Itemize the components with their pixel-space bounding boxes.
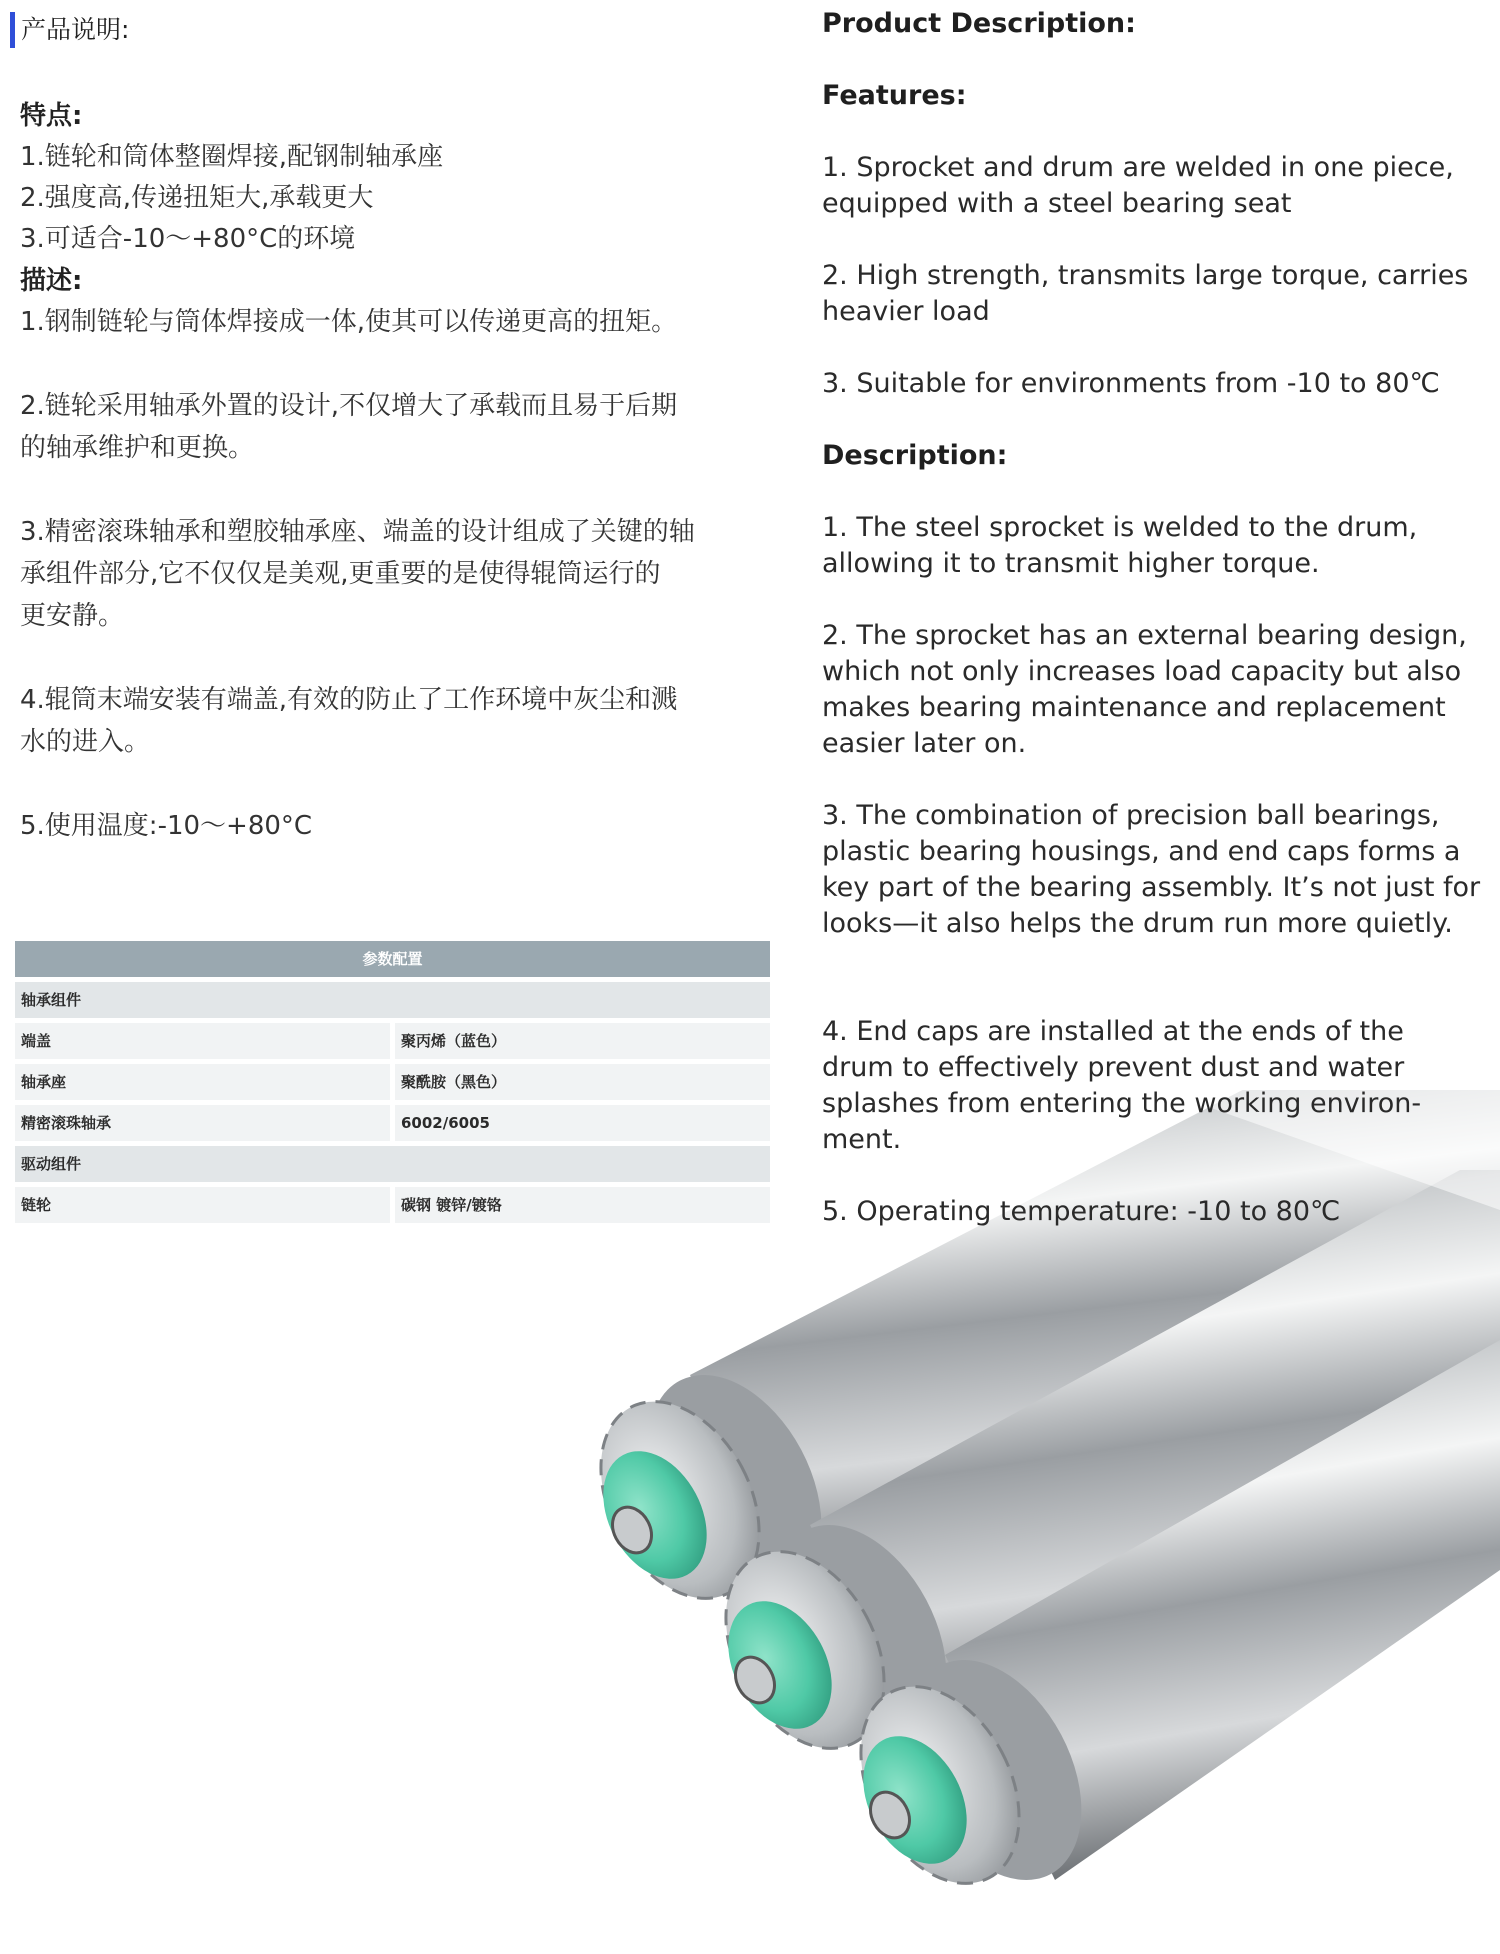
cn-description-line: 3.精密滚珠轴承和塑胶轴承座、端盖的设计组成了关键的轴 bbox=[20, 517, 695, 547]
spec-group-label: 轴承组件 bbox=[15, 982, 770, 1018]
cn-description-line: 水的进入。 bbox=[20, 727, 151, 757]
en-page-title: Product Description: bbox=[822, 8, 1136, 39]
en-description-item: 2. The sprocket has an external bearing design, which not only increases load capacity but also makes bearing maintenance and replacement easier later on. bbox=[822, 620, 1467, 759]
cn-description-line: 更安静。 bbox=[20, 601, 125, 631]
table-row bbox=[15, 982, 770, 1018]
cn-page-title: 产品说明: bbox=[10, 12, 129, 48]
cn-feature-item: 3.可适合-10～+80°C的环境 bbox=[20, 224, 356, 254]
spec-key: 精密滚珠轴承 bbox=[15, 1105, 390, 1141]
cn-description-line: 2.链轮采用轴承外置的设计,不仅增大了承载而且易于后期 bbox=[20, 391, 678, 421]
en-description-item: 1. The steel sprocket is welded to the drum, allowing it to transmit higher torque. bbox=[822, 512, 1418, 579]
cn-feature-item: 2.强度高,传递扭矩大,承载更大 bbox=[20, 183, 374, 213]
cn-description-line: 承组件部分,它不仅仅是美观,更重要的是使得辊筒运行的 bbox=[20, 559, 661, 589]
spec-key: 轴承座 bbox=[15, 1064, 390, 1100]
spec-group-label: 驱动组件 bbox=[15, 1146, 770, 1182]
en-description-item: 5. Operating temperature: -10 to 80℃ bbox=[822, 1196, 1341, 1227]
cn-description-line: 的轴承维护和更换。 bbox=[20, 433, 255, 463]
en-feature-item: 3. Suitable for environments from -10 to 80℃ bbox=[822, 368, 1440, 399]
en-description-heading: Description: bbox=[822, 440, 1008, 471]
spec-value: 聚丙烯（蓝色） bbox=[395, 1023, 770, 1059]
cn-feature-item: 1.链轮和筒体整圈焊接,配钢制轴承座 bbox=[20, 142, 444, 172]
en-features-heading: Features: bbox=[822, 80, 967, 111]
table-row bbox=[15, 1023, 770, 1059]
en-description-item: 4. End caps are installed at the ends of the drum to effectively prevent dust and water splashes from entering the working environ-ment. bbox=[822, 1016, 1422, 1155]
spec-value: 6002/6005 bbox=[395, 1105, 770, 1141]
spec-key: 链轮 bbox=[15, 1187, 390, 1223]
en-description-item: 3. The combination of precision ball bearings, plastic bearing housings, and end caps forms a key part of the bearing assembly. It’s not just for looks—it also helps the drum run more quietly. bbox=[822, 800, 1481, 939]
spec-table-header: 参数配置 bbox=[15, 941, 770, 977]
cn-features-heading: 特点: bbox=[20, 101, 83, 131]
cn-description-line: 1.钢制链轮与筒体焊接成一体,使其可以传递更高的扭矩。 bbox=[20, 307, 678, 337]
spec-key: 端盖 bbox=[15, 1023, 390, 1059]
spec-value: 碳钢 镀锌/镀铬 bbox=[395, 1187, 770, 1223]
spec-value: 聚酰胺（黑色） bbox=[395, 1064, 770, 1100]
cn-description-line: 5.使用温度:-10～+80°C bbox=[20, 811, 313, 841]
cn-description-heading: 描述: bbox=[20, 266, 83, 296]
cn-description-line: 4.辊筒末端安装有端盖,有效的防止了工作环境中灰尘和溅 bbox=[20, 685, 678, 715]
en-feature-item: 1. Sprocket and drum are welded in one piece, equipped with a steel bearing seat bbox=[822, 152, 1454, 219]
en-feature-item: 2. High strength, transmits large torque, carries heavier load bbox=[822, 260, 1469, 327]
